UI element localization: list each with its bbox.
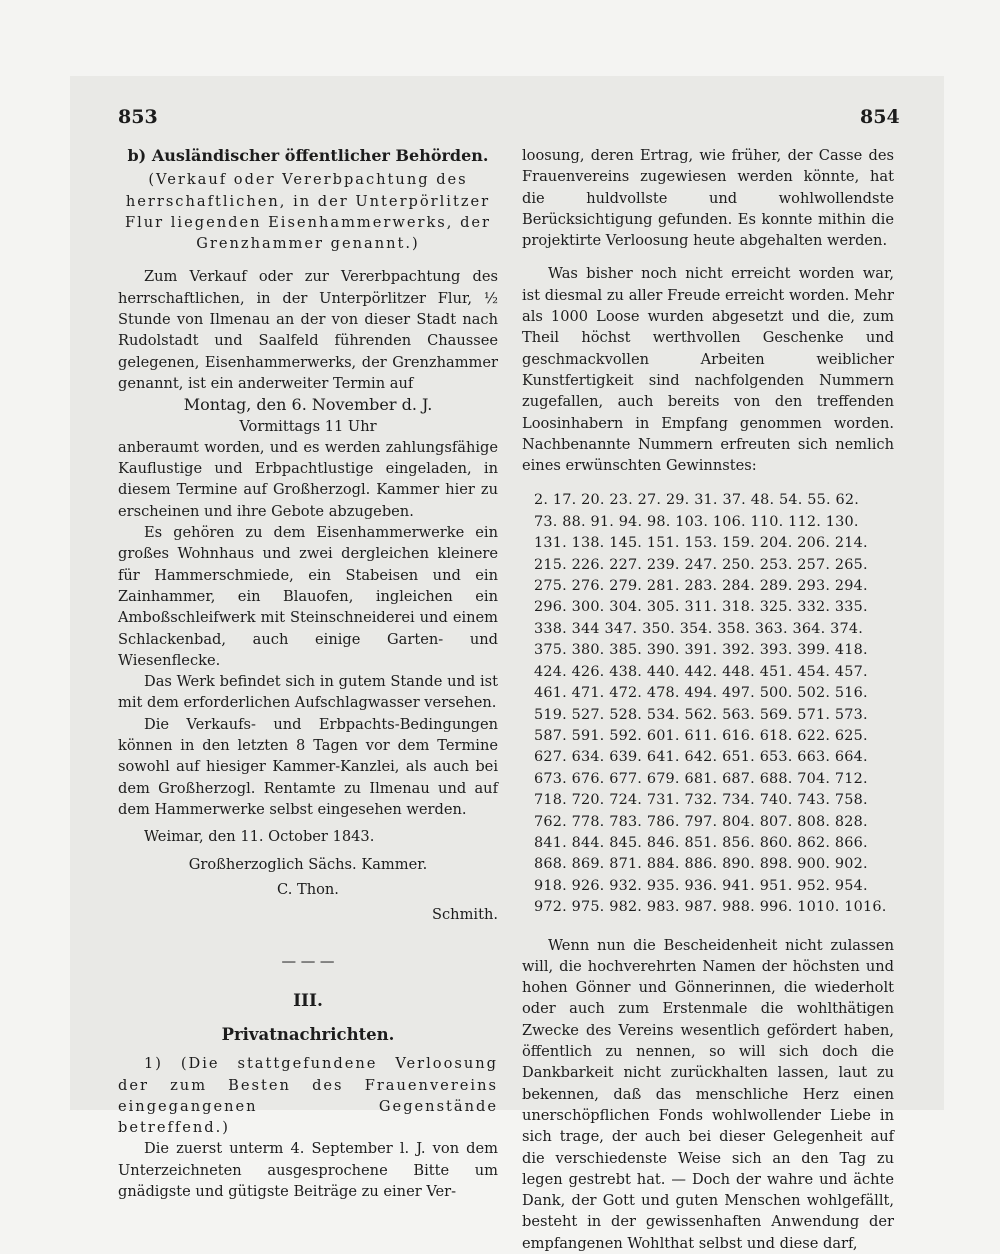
section-divider: — — —: [281, 953, 335, 971]
number-row: 215. 226. 227. 239. 247. 250. 253. 257. 265.: [534, 556, 868, 573]
notice-date-line-2: Vormittags 11 Uhr: [239, 417, 377, 435]
right-column: [522, 145, 894, 1254]
number-row: 275. 276. 279. 281. 283. 284. 289. 293. 294.: [534, 578, 868, 595]
number-row: 2. 17. 20. 23. 27. 29. 31. 37. 48. 54. 55. 62.: [534, 492, 859, 509]
number-row: 73. 88. 91. 94. 98. 103. 106. 110. 112. 130.: [534, 513, 859, 530]
notice-subheading: (Verkauf oder Vererbpachtung des herrschaftlichen, in der Unterpörlitzer Flur liegenden Eisenhammerwerks, der Grenzhammer genannt.): [124, 171, 492, 253]
section-title: Privatnachrichten.: [221, 1024, 395, 1044]
lottery-paragraph-3: Wenn nun die Bescheidenheit nicht zulassen will, die hochverehrten Namen der höchsten und hohen Gönner und Gönnerinnen, die wiederholt oder auch zum Erstenmale die wohlthätigen Zwecke des Vereins wesentlich gefördert haben, öffentlich zu nennen, so will sich doch die Dankbarkeit nicht zurückhalten lassen, laut zu bekennen, daß das menschliche Herz einen unerschöpflichen Fonds wohlwollender Liebe in sich trage, der auch bei dieser Gelegenheit auf die verschiedenste Weise sich an den Tag zu legen gestrebt hat. — Doch der wahre und ächte Dank, der Gott und guten Menschen wohlgefällt, besteht in der gewissenhaften Anwendung der empfangenen Wohlthat selbst und diese darf,: [522, 936, 894, 1252]
number-row: 131. 138. 145. 151. 153. 159. 204. 206. 214.: [534, 535, 868, 552]
item-1-heading: 1) (Die stattgefundene Verloosung der zum Besten des Frauenvereins eingegangenen Gegenstände betreffend.): [118, 1055, 498, 1137]
number-row: 972. 975. 982. 983. 987. 988. 996. 1010. 1016.: [534, 899, 887, 916]
section-heading: b) Ausländischer öffentlicher Behörden.: [127, 146, 489, 165]
number-row: 627. 634. 639. 641. 642. 651. 653. 663. 664.: [534, 749, 868, 766]
lottery-paragraph-2: Was bisher noch nicht erreicht worden war, ist diesmal zu aller Freude erreicht worden. Mehr als 1000 Loose wurden abgesetzt und die, zum Theil höchst werthvollen Geschenke und geschmackvollen Arbeiten weiblicher Kunstfertigkeit sind nachfolgenden Nummern zugefallen, auch bereits von den treffenden Loosinhabern in Empfang genommen worden. Nachbenannte Nummern erfreuten sich nemlich eines erwünschten Gewinnstes:: [522, 265, 894, 475]
number-row: 762. 778. 783. 786. 797. 804. 807. 808. 828.: [534, 813, 868, 830]
notice-paragraph-5: Die Verkaufs- und Erbpachts-Bedingungen können in den letzten 8 Tagen vor dem Termine sowohl auf hiesiger Kammer-Kanzlei, als auch bei dem Großherzogl. Rentamte zu Ilmenau und auf dem Hammerwerke selbst eingesehen werden.: [118, 715, 498, 818]
signature-1: C. Thon.: [277, 880, 339, 898]
number-row: 918. 926. 932. 935. 936. 941. 951. 952. 954.: [534, 877, 868, 894]
number-row: 841. 844. 845. 846. 851. 856. 860. 862. 866.: [534, 834, 868, 851]
issuing-authority: Großherzoglich Sächs. Kammer.: [188, 855, 428, 873]
number-row: 338. 344 347. 350. 354. 358. 363. 364. 374.: [534, 620, 863, 637]
notice-paragraph-3: Es gehören zu dem Eisenhammerwerke ein großes Wohnhaus und zwei dergleichen kleinere für Hammerschmiede, ein Stabeisen und ein Zainhammer, ein Blauofen, ingleichen ein Amboßschleifwerk mit Steinschneiderei und einem Schlackenbad, auch einige Garten- und Wiesenflecke.: [118, 524, 498, 669]
left-column: [118, 145, 498, 1202]
number-row: 296. 300. 304. 305. 311. 318. 325. 332. 335.: [534, 599, 868, 616]
number-row: 673. 676. 677. 679. 681. 687. 688. 704. 712.: [534, 770, 868, 787]
number-row: 868. 869. 871. 884. 886. 890. 898. 900. 902.: [534, 856, 868, 873]
notice-paragraph-4: Das Werk befindet sich in gutem Stande und ist mit dem erforderlichen Aufschlagwasser versehen.: [118, 673, 498, 712]
item-1-text: Die zuerst unterm 4. September l. J. von dem Unterzeichneten ausgesprochene Bitte um gnädigste und gütigste Beiträge zu einer Ver-: [118, 1140, 498, 1201]
number-row: 461. 471. 472. 478. 494. 497. 500. 502. 516.: [534, 685, 868, 702]
notice-date-line-1: Montag, den 6. November d. J.: [183, 395, 433, 415]
notice-paragraph-1: Zum Verkauf oder zur Vererbpachtung des herrschaftlichen, in der Unterpörlitzer Flur, ½ Stunde von Ilmenau an der von dieser Stadt nach Rudolstadt und Saalfeld führenden Chaussee gelegenen, Eisenhammerwerks, der Grenzhammer genannt, ist ein anderweiter Termin auf: [118, 268, 498, 392]
number-row: 519. 527. 528. 534. 562. 563. 569. 571. 573.: [534, 706, 868, 723]
number-row: 587. 591. 592. 601. 611. 616. 618. 622. 625.: [534, 727, 868, 744]
page-number-right: 854: [860, 106, 900, 128]
signature-2: Schmith.: [432, 906, 498, 924]
page-number-left: 853: [118, 106, 158, 128]
section-numeral: III.: [293, 990, 323, 1011]
number-row: 375. 380. 385. 390. 391. 392. 393. 399. 418.: [534, 642, 868, 659]
notice-paragraph-2: anberaumt worden, und es werden zahlungsfähige Kauflustige und Erbpachtlustige eingeladen, in diesem Termine auf Großherzogl. Kammer hier zu erscheinen und ihre Gebote abzugeben.: [118, 438, 498, 520]
number-row: 424. 426. 438. 440. 442. 448. 451. 454. 457.: [534, 663, 868, 680]
lottery-paragraph-1: loosung, deren Ertrag, wie früher, der Casse des Frauenvereins zugewiesen werden könnte, hat die huldvollste und wohlwollendste Berücksichtigung gefunden. Es konnte mithin die projektirte Verloosung heute abgehalten werden.: [522, 147, 894, 250]
winning-numbers-list: [534, 490, 894, 918]
place-date: Weimar, den 11. October 1843.: [144, 828, 375, 846]
number-row: 718. 720. 724. 731. 732. 734. 740. 743. 758.: [534, 792, 868, 809]
